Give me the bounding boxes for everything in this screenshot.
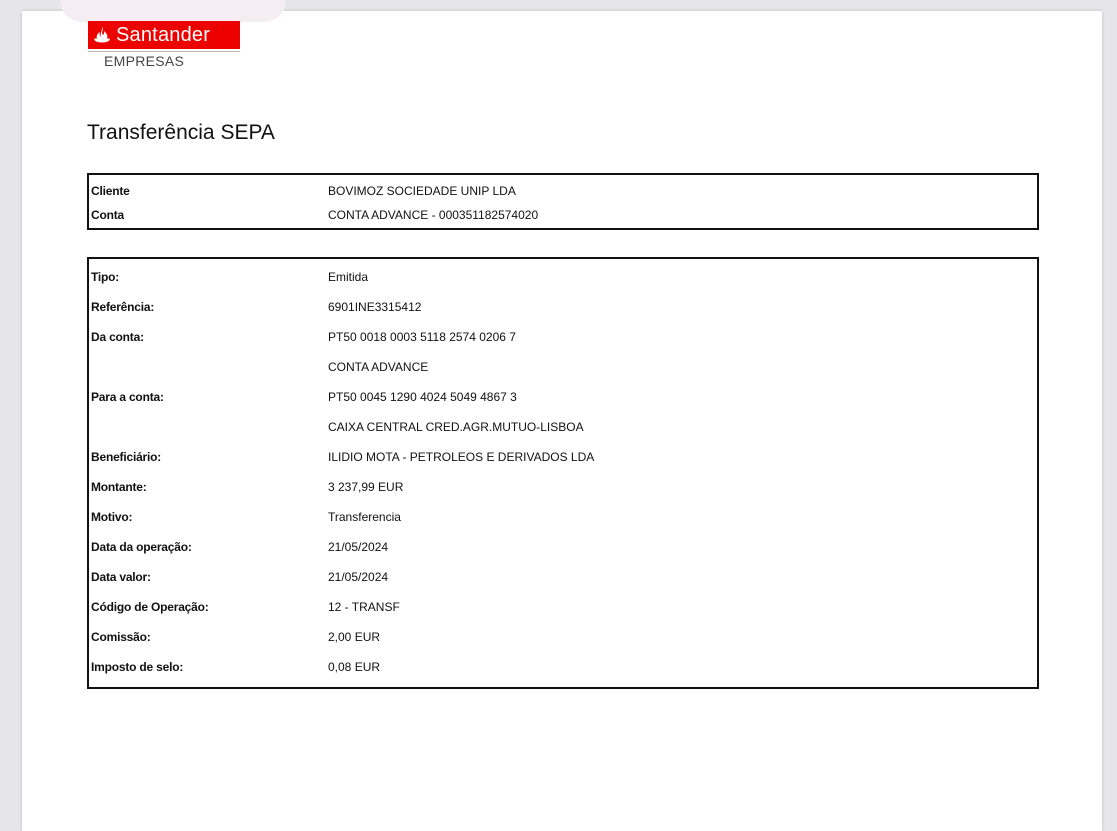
detail-row-type [89, 270, 1037, 290]
client-row [89, 184, 1037, 204]
detail-row-commission [89, 630, 1037, 650]
detail-value: Transferencia [328, 510, 401, 524]
client-label: Cliente [91, 184, 130, 198]
detail-value: 12 - TRANSF [328, 600, 400, 614]
logo-divider [88, 51, 240, 52]
detail-row-from-account [89, 330, 1037, 350]
detail-value: CONTA ADVANCE [328, 360, 429, 374]
flame-icon [92, 25, 112, 45]
detail-row-amount [89, 480, 1037, 500]
detail-value: 2,00 EUR [328, 630, 381, 644]
detail-row-reference [89, 300, 1037, 320]
detail-label: Para a conta: [91, 390, 164, 404]
page-title: Transferência SEPA [87, 121, 275, 144]
logo-band [88, 21, 240, 49]
detail-row-beneficiary [89, 450, 1037, 470]
detail-row-to-bank [89, 420, 1037, 440]
detail-row-to-account [89, 390, 1037, 410]
client-info-box [87, 173, 1039, 230]
top-overlay [60, 0, 286, 22]
detail-label: Comissão: [91, 630, 151, 644]
detail-label: Referência: [91, 300, 155, 314]
detail-value: ILIDIO MOTA - PETROLEOS E DERIVADOS LDA [328, 450, 595, 464]
detail-label: Tipo: [91, 270, 120, 284]
detail-value: 21/05/2024 [328, 570, 389, 584]
account-value: CONTA ADVANCE - 000351182574020 [328, 208, 539, 222]
detail-label: Da conta: [91, 330, 144, 344]
detail-value: CAIXA CENTRAL CRED.AGR.MUTUO-LISBOA [328, 420, 584, 434]
detail-row-operation-date [89, 540, 1037, 560]
logo-wordmark: Santander [116, 24, 211, 46]
detail-value: 6901INE3315412 [328, 300, 422, 314]
client-value: BOVIMOZ SOCIEDADE UNIP LDA [328, 184, 516, 198]
detail-row-operation-code [89, 600, 1037, 620]
detail-value: 0,08 EUR [328, 660, 381, 674]
detail-label: Data valor: [91, 570, 151, 584]
detail-label: Montante: [91, 480, 147, 494]
transfer-details-box [87, 257, 1039, 689]
detail-label: Motivo: [91, 510, 133, 524]
santander-logo [88, 21, 240, 69]
detail-value: 21/05/2024 [328, 540, 389, 554]
detail-label: Beneficiário: [91, 450, 162, 464]
detail-label: Data da operação: [91, 540, 192, 554]
detail-label: Imposto de selo: [91, 660, 184, 674]
logo-subtitle: EMPRESAS [104, 53, 185, 69]
detail-row-stamp-tax [89, 660, 1037, 680]
detail-row-from-account-name [89, 360, 1037, 380]
account-label: Conta [91, 208, 124, 222]
detail-row-value-date [89, 570, 1037, 590]
detail-label: Código de Operação: [91, 600, 209, 614]
detail-row-reason [89, 510, 1037, 530]
detail-value: Emitida [328, 270, 369, 284]
detail-value: PT50 0045 1290 4024 5049 4867 3 [328, 390, 517, 404]
detail-value: PT50 0018 0003 5118 2574 0206 7 [328, 330, 516, 344]
account-row [89, 208, 1037, 228]
detail-value: 3 237,99 EUR [328, 480, 404, 494]
